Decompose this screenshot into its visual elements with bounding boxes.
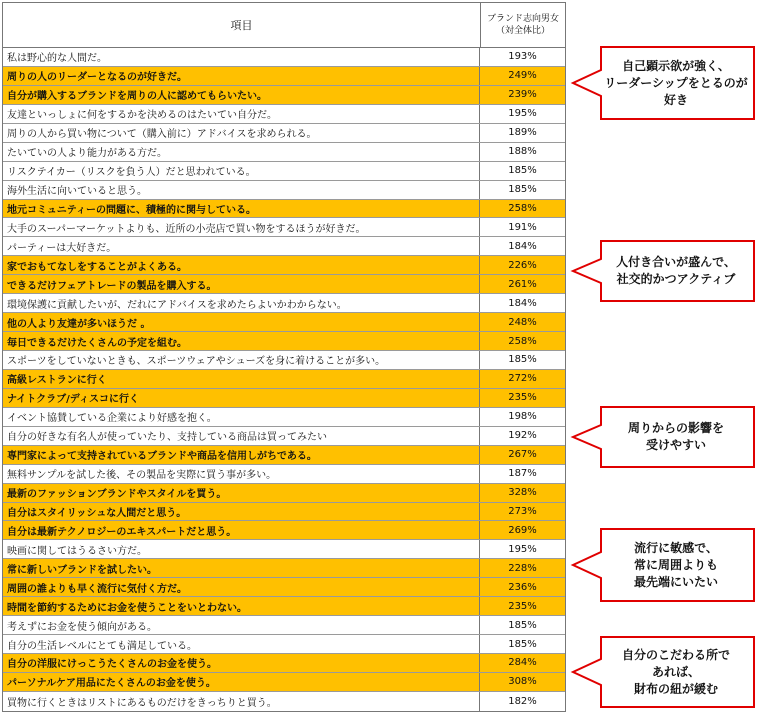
row-item-text: 映画に関してはうるさい方だ。 [3,540,480,558]
row-item-text: 他の人より友達が多いほうだ 。 [3,313,480,331]
callout-influence [571,406,755,468]
row-ratio-value: 228% [508,562,537,574]
table-row [3,540,565,559]
callout-line: 社交的かつアクティブ [616,272,736,286]
row-ratio-value: 188% [508,146,537,158]
callout-line: あれば、 [651,664,700,679]
row-ratio-value: 235% [508,600,537,612]
row-ratio-value: 235% [508,392,537,404]
row-ratio-value: 284% [508,657,537,669]
row-ratio-value: 195% [508,543,537,555]
table-body [3,48,565,711]
row-ratio-value: 184% [508,240,537,252]
callout-social [571,240,755,302]
table-row [3,332,565,351]
row-ratio-value: 191% [508,221,537,233]
row-item-text: 自分は最新テクノロジーのエキスパートだと思う。 [3,521,480,539]
row-item-text: 周りの人のリーダーとなるのが好きだ。 [3,67,480,85]
table-row [3,578,565,597]
callout-leadership [571,46,755,120]
row-item-text: 私は野心的な人間だ。 [3,48,480,66]
row-item-text: 最新のファッションブランドやスタイルを買う。 [3,484,480,502]
table-row [3,616,565,635]
row-ratio-value: 239% [508,89,537,101]
row-item-text: 買物に行くときはリストにあるものだけをきっちりと買う。 [3,692,480,711]
table-row [3,105,565,124]
callout-spending [571,636,755,708]
row-item-text: 常に新しいブランドを試したい。 [3,559,480,577]
table-row [3,692,565,711]
header-ratio-line2: （対全体比） [495,26,550,36]
callout-line: 流行に敏感で、 [634,540,718,555]
row-item-text: 自分の好きな有名人が使っていたり、支持している商品は買ってみたい [3,427,480,445]
row-item-text: 大手のスーパーマーケットよりも、近所の小売店で買い物をするほうが好きだ。 [3,218,480,236]
table-row [3,351,565,370]
row-ratio-value: 184% [508,297,537,309]
row-item-text: 家でおもてなしをすることがよくある。 [3,256,480,274]
row-ratio-value: 192% [508,430,537,442]
table-row [3,427,565,446]
table-row [3,597,565,616]
row-ratio-value: 248% [508,316,537,328]
table-row [3,313,565,332]
callout-line: 人付き合いが盛んで、 [616,255,736,269]
row-item-text: リスクテイカー（リスクを負う人）だと思われている。 [3,162,480,180]
row-item-text: 無料サンプルを試した後、その製品を実際に買う事が多い。 [3,465,480,483]
row-ratio-value: 267% [508,449,537,461]
row-item-text: 時間を節約するためにお金を使うことをいとわない。 [3,597,480,615]
table-row [3,484,565,503]
row-ratio-value: 261% [508,278,537,290]
callout-line: 自分のこだわる所で [621,647,730,662]
row-ratio-value: 187% [508,468,537,480]
row-ratio-value: 258% [508,335,537,347]
row-ratio-value: 308% [508,676,537,688]
row-item-text: 自分の生活レベルにとても満足している。 [3,635,480,653]
table-header [3,3,565,48]
header-item: 項目 [3,3,481,47]
row-item-text: スポーツをしていないときも、スポーツウェアやシューズを身に着けることが多い。 [3,351,480,369]
table-row [3,86,565,105]
table-row [3,559,565,578]
callout-line: 好き [663,92,688,107]
row-ratio-value: 185% [508,638,537,650]
row-ratio-value: 198% [508,411,537,423]
row-ratio-value: 185% [508,354,537,366]
callout-line: 財布の紐が緩む [633,681,718,696]
table-row [3,673,565,692]
callout-text [601,406,751,468]
table-row [3,446,565,465]
table-row [3,465,565,484]
table-row [3,181,565,200]
row-ratio-value: 273% [508,505,537,517]
table-row [3,237,565,256]
row-item-text: パーソナルケア用品にたくさんのお金を使う。 [3,673,480,691]
row-ratio-value: 328% [508,487,537,499]
table-row [3,48,565,67]
callout-trend [571,528,755,602]
table-row [3,389,565,408]
table-row [3,124,565,143]
table-row [3,162,565,181]
row-item-text: 地元コミュニティーの問題に、積極的に関与している。 [3,200,480,218]
row-ratio-value: 258% [508,202,537,214]
row-item-text: パーティーは大好きだ。 [3,237,480,255]
row-item-text: 環境保護に貢献したいが、だれにアドバイスを求めたらよいかわからない。 [3,294,480,312]
callout-text [601,240,751,302]
table-row [3,143,565,162]
row-item-text: ナイトクラブ/ディスコに行く [3,389,480,407]
row-item-text: 友達といっしょに何をするかを決めるのはたいてい自分だ。 [3,105,480,123]
callout-text [601,636,751,708]
row-item-text: 周りの人から買い物について（購入前に）アドバイスを求められる。 [3,124,480,142]
table-row [3,275,565,294]
row-ratio-value: 182% [508,695,537,707]
table-row [3,294,565,313]
row-ratio-value: 236% [508,581,537,593]
row-item-text: できるだけフェアトレードの製品を購入する。 [3,275,480,293]
row-item-text: 専門家によって支持されているブランドや商品を信用しがちである。 [3,446,480,464]
row-item-text: 自分の洋服にけっこうたくさんのお金を使う。 [3,654,480,672]
header-ratio [481,3,565,47]
row-item-text: 毎日できるだけたくさんの予定を組む。 [3,332,480,350]
row-ratio-value: 269% [508,524,537,536]
table-row [3,408,565,427]
table-row [3,370,565,389]
callout-text [601,46,751,120]
table-row [3,67,565,86]
row-ratio-value: 249% [508,70,537,82]
row-item-text: 考えずにお金を使う傾向がある。 [3,616,480,634]
table-row [3,635,565,654]
row-ratio-value: 272% [508,373,537,385]
table-row [3,521,565,540]
header-ratio-line1: ブランド志向男女 [486,14,559,24]
callout-text [601,528,751,602]
callout-line: 周りからの影響を [627,421,724,435]
table-row [3,218,565,237]
row-item-text: 自分が購入するブランドを周りの人に認めてもらいたい。 [3,86,480,104]
row-item-text: 海外生活に向いていると思う。 [3,181,480,199]
callout-line: 最先端にいたい [633,574,718,589]
callout-line: リーダーシップをとるのが [604,75,748,90]
row-ratio-value: 193% [508,51,537,63]
callout-line: 自己顕示欲が強く、 [622,58,730,73]
row-ratio-value: 226% [508,259,537,271]
callout-line: 受けやすい [645,438,706,452]
row-ratio-value: 185% [508,165,537,177]
row-item-text: 自分はスタイリッシュな人間だと思う。 [3,503,480,521]
callout-line: 常に周囲よりも [633,557,718,572]
row-ratio-value: 189% [508,127,537,139]
survey-table [2,2,566,712]
row-ratio-value: 195% [508,108,537,120]
row-item-text: 周囲の誰よりも早く流行に気付く方だ。 [3,578,480,596]
row-item-text: イベント協賛している企業により好感を抱く。 [3,408,480,426]
row-item-text: 高級レストランに行く [3,370,480,388]
row-ratio-value: 185% [508,619,537,631]
table-row [3,654,565,673]
row-item-text: たいていの人より能力がある方だ。 [3,143,480,161]
table-row [3,200,565,219]
table-row [3,256,565,275]
table-row [3,503,565,522]
row-ratio-value: 185% [508,184,537,196]
